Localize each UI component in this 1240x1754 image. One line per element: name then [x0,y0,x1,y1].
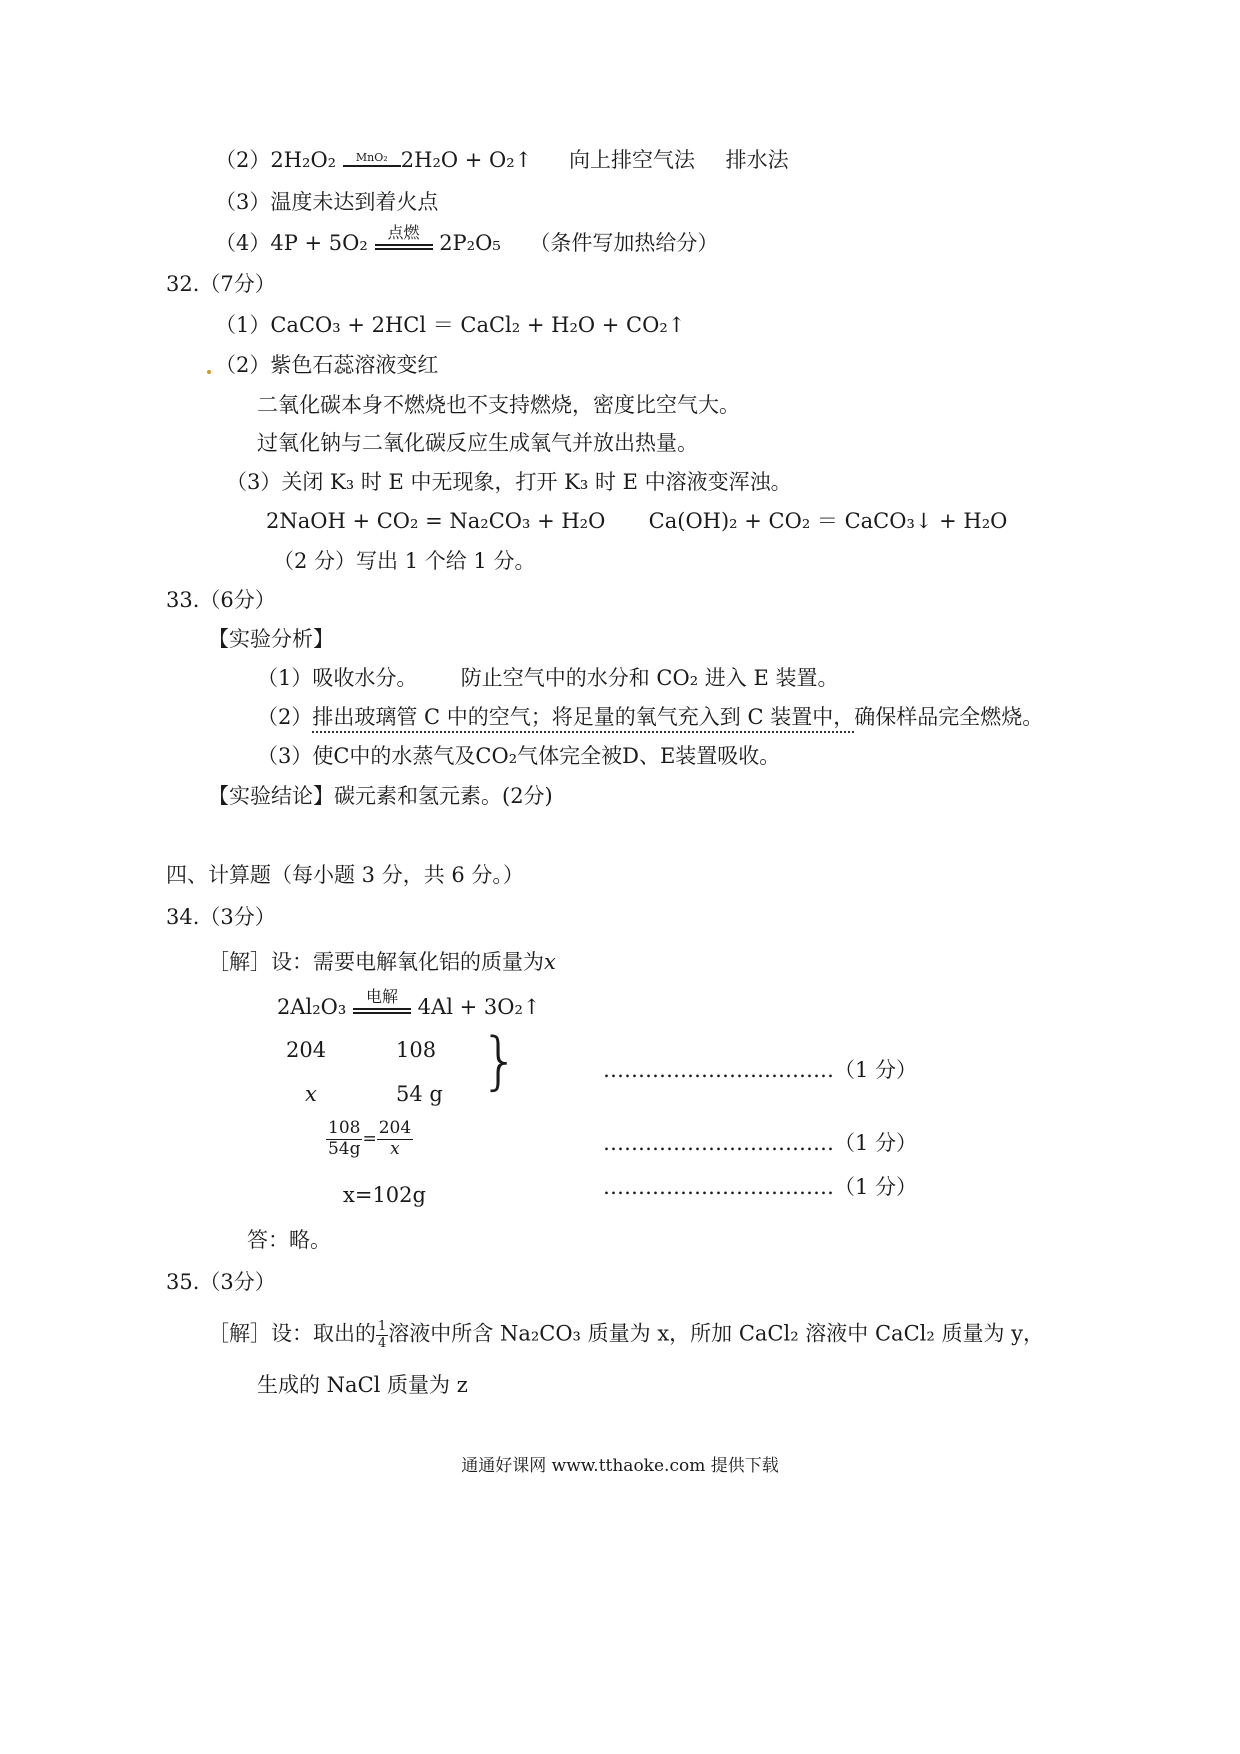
q34-setup [208,952,556,973]
q32-eq-2: Ca(OH)₂ + CO₂ ＝ CaCO₃↓ + H₂O [648,509,1008,533]
q34-mass-1: 204 [286,1038,327,1062]
q33-analysis-3: （3）使C中的水蒸气及CO₂气体完全被D、E装置吸收。 [257,744,781,768]
q33-a2-dotted: 排出玻璃管 C 中的空气；将足量的氧气充入到 C 装置中， [312,705,854,733]
condition-label: 点燃 [387,223,420,242]
q34-eq-left: 2Al₂O₃ [277,995,347,1019]
q34-equation [277,987,541,1019]
q34-score-3: ……………………………（1 分） [603,1175,918,1199]
page-footer: 通通好课网 www.tthaoke.com 提供下载 [461,1456,779,1476]
condition-label: 电解 [365,987,398,1006]
q31-p4-eq-right: 2P₂O₅ [439,231,501,255]
q31-p4-label: （4） [215,231,271,255]
reaction-arrow [343,151,401,167]
q31-p2-eq-right: 2H₂O + O₂↑ [400,148,533,172]
reaction-arrow [375,223,433,250]
stray-mark [207,370,211,374]
fraction-right: $\frac{204}{x}$ [378,1118,412,1159]
q34-proportion: $\frac{108}{54g}$ = $\frac{204}{x}$ [327,1118,412,1159]
q34-var-x: x [305,1082,317,1106]
q31-method-1: 向上排空气法 [568,148,695,172]
q33-conclusion: 【实验结论】碳元素和氢元素。(2分) [208,784,553,808]
q31-part3: （3）温度未达到着火点 [215,190,439,214]
q35-setup-line2: 生成的 NaCl 质量为 z [257,1373,468,1397]
q32-part1: （1）CaCO₃ + 2HCl ＝ CaCl₂ + H₂O + CO₂↑ [215,313,686,337]
q32-part3-note: （2 分）写出 1 个给 1 分。 [273,549,536,573]
section-4-title: 四、计算题（每小题 3 分，共 6 分。） [166,863,524,887]
q31-part2-line [215,150,789,171]
q34-mass-2: 108 [396,1038,437,1062]
q32-header: 32.（7分） [166,272,276,296]
q31-p4-note: （条件写加热给分） [529,231,719,255]
q35-setup-a: ［解］设：取出的 [208,1321,376,1346]
right-brace-icon: } [480,1024,520,1097]
q32-part3-equations [266,511,1007,532]
reaction-arrow [353,987,411,1014]
q33-a1: （1）吸收水分。 [257,666,418,690]
q34-score-1: ……………………………（1 分） [603,1058,918,1082]
q32-part2: （2）紫色石蕊溶液变红 [215,353,439,377]
one-quarter-fraction: $\frac{1}{4}$ [378,1319,387,1351]
q31-p2-label: （2） [215,148,271,172]
q34-header: 34.（3分） [166,905,276,929]
q33-a1b: 防止空气中的水分和 CO₂ 进入 E 装置。 [460,666,839,690]
q33-a2-prefix: （2） [257,705,313,729]
q34-eq-right: 4Al + 3O₂↑ [417,995,541,1019]
q32-part3: （3）关闭 K₃ 时 E 中无现象，打开 K₃ 时 E 中溶液变浑浊。 [226,470,792,494]
q31-p2-eq-left: 2H₂O₂ [270,148,337,172]
q35-header: 35.（3分） [166,1270,276,1294]
q33-analysis-title: 【实验分析】 [208,627,334,651]
fraction-left: $\frac{108}{54g}$ [327,1118,361,1159]
q32-eq-1: 2NaOH + CO₂ = Na₂CO₃ + H₂O [266,509,606,533]
q31-part4-line [215,223,719,255]
q35-setup-b: 溶液中所含 Na₂CO₃ 质量为 x，所加 CaCl₂ 溶液中 CaCl₂ 质量为 y， [388,1321,1044,1346]
q34-setup-var: x [544,950,556,974]
catalyst-label: MnO₂ [355,151,388,164]
q33-analysis-2 [257,707,1043,728]
q33-header: 33.（6分） [166,588,276,612]
q33-analysis-1 [257,668,838,689]
q32-part2-line2: 二氧化碳本身不燃烧也不支持燃烧，密度比空气大。 [257,393,740,417]
q34-result: x=102g [343,1183,426,1207]
q34-score-2: ……………………………（1 分） [603,1131,918,1155]
q34-setup-text: ［解］设：需要电解氧化铝的质量为 [208,950,544,974]
q35-setup [208,1320,1044,1350]
q31-method-2: 排水法 [725,148,789,172]
q34-var-54g: 54 g [396,1082,443,1106]
q32-part2-line3: 过氧化钠与二氧化碳反应生成氧气并放出热量。 [257,431,698,455]
q34-answer: 答：略。 [247,1228,331,1252]
q33-a2-suffix: 确保样品完全燃烧。 [854,705,1044,729]
q31-p4-eq-left: 4P + 5O₂ [270,231,368,255]
